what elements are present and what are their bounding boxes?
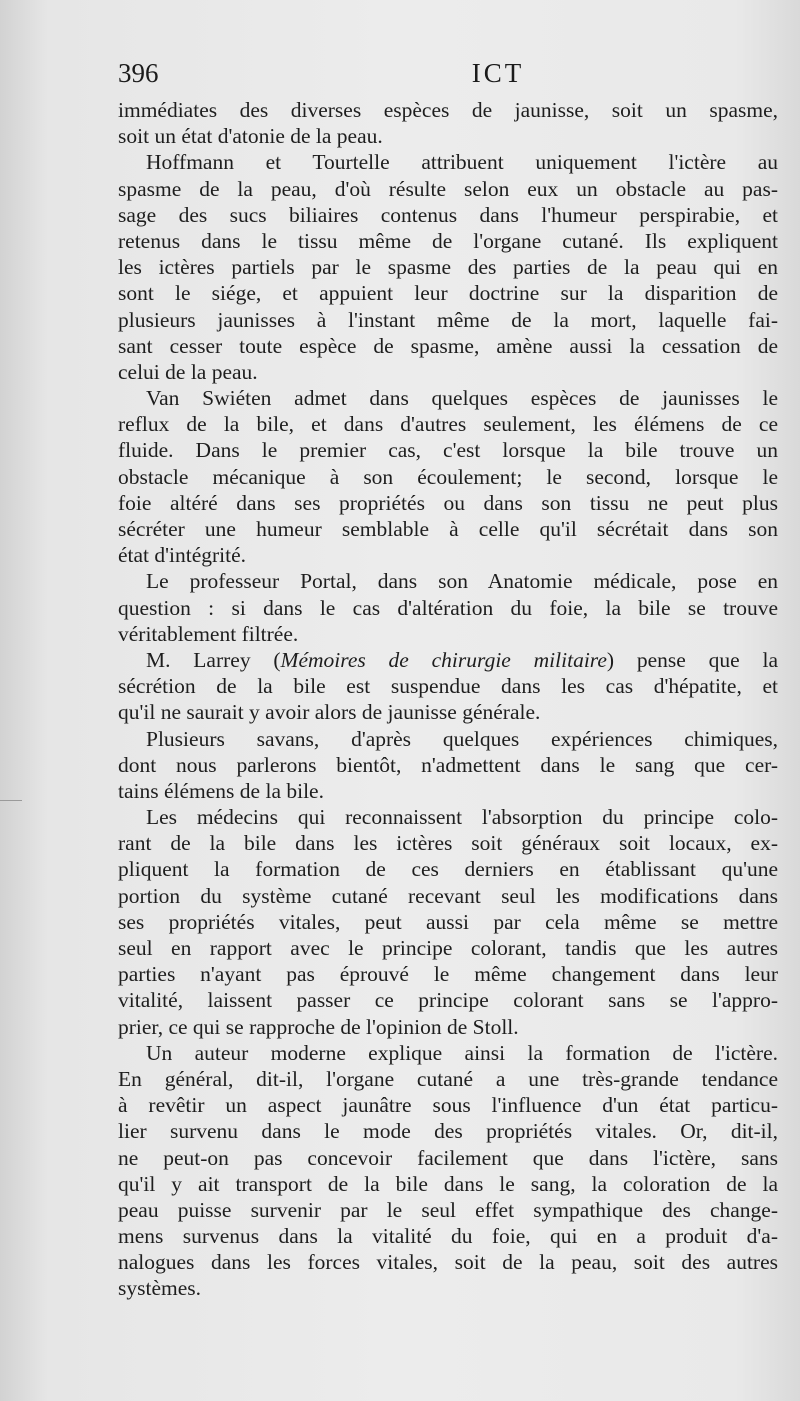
text-segment: plusieurs jaunisses à l'instant même de la mort, laquelle fai- bbox=[118, 307, 778, 332]
text-line bbox=[118, 542, 778, 568]
text-segment: Hoffmann et Tourtelle attribuent uniquement l'ictère au bbox=[146, 150, 778, 175]
text-line bbox=[118, 176, 778, 202]
italic-title: Mémoires de chirurgie militaire bbox=[280, 647, 607, 672]
text-line bbox=[118, 752, 778, 778]
text-segment: mens survenus dans la vitalité du foie, qui en a produit d'a- bbox=[118, 1224, 778, 1249]
text-line bbox=[118, 1040, 778, 1066]
text-line bbox=[118, 909, 778, 935]
text-line bbox=[118, 726, 778, 752]
text-segment: seul en rapport avec le principe colorant, tandis que les autres bbox=[118, 936, 778, 960]
text-segment: sant cesser toute espèce de spasme, amène aussi la cessation de bbox=[118, 333, 778, 358]
text-line bbox=[118, 1171, 778, 1197]
text-segment: ses propriétés vitales, peut aussi par cela même se mettre bbox=[118, 909, 778, 934]
running-head: ICT bbox=[471, 58, 525, 88]
text-segment: reflux de la bile, et dans d'autres seulement, les élémens de ce bbox=[118, 412, 778, 437]
page-header bbox=[118, 58, 778, 98]
text-segment: les ictères partiels par le spasme des parties de la peau qui en bbox=[118, 255, 778, 280]
text-line bbox=[118, 595, 778, 621]
text-segment: Le professeur Portal, dans son Anatomie médicale, pose en bbox=[146, 569, 778, 594]
text-line bbox=[118, 961, 778, 987]
text-segment: peau puisse survenir par le seul effet sympathique des change- bbox=[118, 1197, 778, 1222]
text-segment: sécrétion de la bile est suspendue dans les cas d'hépatite, et bbox=[118, 674, 778, 699]
text-line bbox=[118, 1118, 778, 1144]
text-segment: soit un état d'atonie de la peau. bbox=[118, 124, 383, 149]
text-segment: Un auteur moderne explique ainsi la formation de l'ictère. bbox=[146, 1040, 778, 1065]
body-text bbox=[118, 97, 778, 1302]
text-segment: immédiates des diverses espèces de jaunisse, soit un spasme, bbox=[118, 98, 778, 122]
text-segment: sage des sucs biliaires contenus dans l'humeur perspirabie, et bbox=[118, 202, 778, 227]
text-segment: sécréter une humeur semblable à celle qu'il sécrétait dans son bbox=[118, 517, 778, 541]
text-segment: spasme de la peau, d'où résulte selon eux un obstacle au pas- bbox=[118, 176, 778, 201]
text-segment: lier survenu dans le mode des propriétés vitales. Or, dit-il, bbox=[118, 1119, 778, 1144]
text-segment: Plusieurs savans, d'après quelques expériences chimiques, bbox=[146, 726, 778, 751]
text-segment: véritablement filtrée. bbox=[118, 621, 299, 646]
text-line bbox=[118, 1249, 778, 1275]
text-segment: question : si dans le cas d'altération du foie, la bile se trouve bbox=[118, 595, 778, 620]
text-segment: à revêtir un aspect jaunâtre sous l'influence d'un état particu- bbox=[118, 1093, 778, 1118]
text-line bbox=[118, 987, 778, 1013]
text-segment: M. Larrey ( bbox=[146, 647, 281, 672]
text-line bbox=[118, 1066, 778, 1092]
text-segment: prier, ce qui se rapproche de l'opinion de Stoll. bbox=[118, 1014, 519, 1039]
text-segment: celui de la peau. bbox=[118, 359, 258, 384]
text-line bbox=[118, 385, 778, 411]
text-segment: fluide. Dans le premier cas, c'est lorsque la bile trouve un bbox=[118, 438, 778, 463]
text-line bbox=[118, 1092, 778, 1118]
text-line bbox=[118, 804, 778, 830]
text-segment: dont nous parlerons bientôt, n'admettent dans le sang que cer- bbox=[118, 752, 778, 777]
text-segment: vitalité, laissent passer ce principe colorant sans se l'appro- bbox=[118, 988, 778, 1013]
text-line bbox=[118, 280, 778, 306]
text-segment: qu'il y ait transport de la bile dans le sang, la coloration de la bbox=[118, 1171, 778, 1196]
text-segment: obstacle mécanique à son écoulement; le second, lorsque le bbox=[118, 464, 778, 489]
text-line bbox=[118, 437, 778, 463]
text-segment: portion du système cutané recevant seul les modifications dans bbox=[118, 883, 778, 908]
text-line bbox=[118, 411, 778, 437]
text-segment: Van Swiéten admet dans quelques espèces de jaunisses le bbox=[146, 386, 778, 411]
text-line bbox=[118, 830, 778, 856]
text-segment: état d'intégrité. bbox=[118, 543, 247, 568]
text-segment: sont le siége, et appuient leur doctrine sur la disparition de bbox=[118, 281, 778, 306]
text-line bbox=[118, 856, 778, 882]
text-segment: Les médecins qui reconnaissent l'absorption du principe colo- bbox=[146, 805, 778, 830]
text-segment: qu'il ne saurait y avoir alors de jaunisse générale. bbox=[118, 700, 541, 725]
text-line bbox=[118, 621, 778, 647]
text-line bbox=[118, 228, 778, 254]
text-line bbox=[118, 568, 778, 594]
text-line bbox=[118, 647, 778, 673]
text-line bbox=[118, 254, 778, 280]
text-segment: pliquent la formation de ces derniers en établissant qu'une bbox=[118, 857, 778, 882]
text-segment: parties n'ayant pas éprouvé le même changement dans leur bbox=[118, 962, 778, 987]
text-segment: ne peut-on pas concevoir facilement que dans l'ictère, sans bbox=[118, 1145, 778, 1170]
text-line bbox=[118, 1014, 778, 1040]
text-line bbox=[118, 1197, 778, 1223]
text-line bbox=[118, 333, 778, 359]
text-segment: ) pense que la bbox=[606, 647, 778, 672]
text-segment: retenus dans le tissu même de l'organe cutané. Ils expliquent bbox=[118, 228, 778, 253]
text-segment: En général, dit-il, l'organe cutané a une très-grande tendance bbox=[118, 1066, 778, 1091]
text-line bbox=[118, 883, 778, 909]
text-segment: rant de la bile dans les ictères soit généraux soit locaux, ex- bbox=[118, 831, 778, 856]
page-number: 396 bbox=[118, 58, 159, 88]
text-line bbox=[118, 1145, 778, 1171]
text-line bbox=[118, 935, 778, 961]
text-segment: nalogues dans les forces vitales, soit de la peau, soit des autres bbox=[118, 1250, 778, 1275]
text-line bbox=[118, 1223, 778, 1249]
text-segment: systèmes. bbox=[118, 1276, 202, 1301]
text-line bbox=[118, 699, 778, 725]
text-line bbox=[118, 673, 778, 699]
text-line bbox=[118, 516, 778, 542]
text-line bbox=[118, 778, 778, 804]
text-line bbox=[118, 359, 778, 385]
text-line bbox=[118, 123, 778, 149]
margin-mark bbox=[0, 800, 22, 801]
text-line bbox=[118, 490, 778, 516]
text-segment: foie altéré dans ses propriétés ou dans son tissu ne peut plus bbox=[118, 490, 778, 515]
text-segment: tains élémens de la bile. bbox=[118, 778, 324, 803]
text-line bbox=[118, 97, 778, 123]
text-line bbox=[118, 464, 778, 490]
text-line bbox=[118, 307, 778, 333]
text-line bbox=[118, 1275, 778, 1301]
text-line bbox=[118, 149, 778, 175]
text-line bbox=[118, 202, 778, 228]
